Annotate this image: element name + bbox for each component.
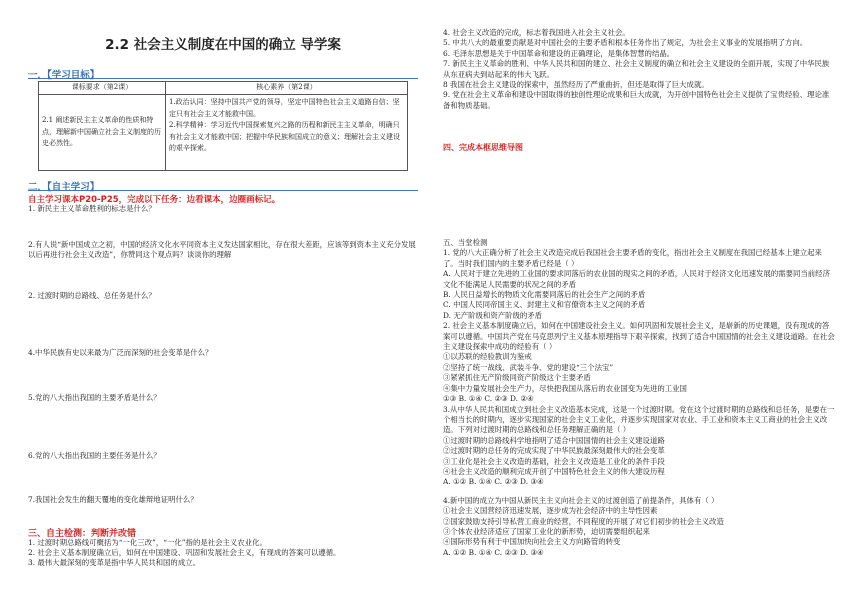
test-q3: 3.从中华人民共和国成立到社会主义改造基本完成，这是一个过渡时期。党在这个过渡时期的总路线和总任务，是要在一个相当长的时期内，逐步实现国家的社会主义工业化，并逐步实现国家对农业、手工业和资本主义工商业的社会主义改造。下列对过渡时期的总路线和总任务理解正确的是（ ） — [443, 404, 835, 435]
judge-item-9: 9. 党在社会主义革命和建设中国取得的独创性理论成果和巨大成就，为开创中国特色社会主义提供了宝贵经验、理论准备和物质基础。 — [443, 90, 830, 110]
test-q3-item-4: ④社会主义改造的顺利完成开创了中国特色社会主义的伟大建设历程 — [443, 466, 665, 476]
test-q1: 1. 党的八大正确分析了社会主义改造完成后我国社会主要矛盾的变化，指出社会主义制度在我国已经基本上建立起来了。当时我们国内的主要矛盾已经是（ ） — [443, 248, 822, 268]
question-2: 2.有人说“新中国成立之初，中国的经济文化水平同资本主义发达国家相比，存在很大差距，应该等到资本主义充分发展以后再进行社会主义改造”，你赞同这个观点吗？谈谈你的理解 — [28, 240, 416, 259]
section-divider — [28, 190, 418, 191]
table-header-competency: 核心素养（第2课） — [166, 82, 408, 95]
test-q3-item-2: ②过渡时期的总任务的完成实现了中华民族最深刻最伟大的社会变革 — [443, 446, 665, 456]
test-q1-option-a: A. 人民对于建立先进的工业国的要求同落后的农业国的现实之间的矛盾，人民对于经济文化迅速发展的需要同当前经济文化不能满足人民需要的状况之间的矛盾 — [443, 269, 830, 289]
test-q4-item-2: ②国家鼓励支持引导私营工商业的经营，不同程度的开展了对它们初步的社会主义改造 — [443, 516, 724, 526]
section-self-study: 二．【自主学习】 — [28, 182, 100, 193]
judge-item-8: 8 我国在社会主义建设的探索中，虽然经历了严重曲折，但还是取得了巨大成就。 — [443, 80, 709, 90]
question-7: 7.我国社会发生的翻天覆地的变化雄辩地证明什么？ — [28, 495, 198, 504]
judge-item-4: 4. 社会主义改造的完成，标志着我国进入社会主义社会。 — [443, 28, 630, 37]
test-q3-item-3: ③工业化是社会主义改造的基础，社会主义改造是工业化的条件手段 — [443, 456, 665, 466]
test-q1-option-d: D. 无产阶级和资产阶级的矛盾 — [443, 310, 543, 320]
question-5: 5.党的八大指出我国的主要矛盾是什么？ — [28, 393, 161, 402]
self-study-task: 自主学习课本P20-P25，完成以下任务：边看课本，边圈画标记。 — [28, 195, 281, 205]
test-q2-options: ①③ B. ①④ C. ②③ D. ②④ — [443, 394, 534, 404]
test-q4-item-1: ①社会主义国营经济迅速发展，逐步成为社会经济中的主导性因素 — [443, 506, 658, 516]
test-heading: 五、当堂检测 — [443, 238, 488, 247]
spacer — [443, 488, 835, 496]
test-q3-item-1: ①过渡时期的总路线科学地指明了适合中国国情的社会主义建设道路 — [443, 435, 665, 445]
section-mind-map: 四、完成本框思维导图 — [443, 143, 523, 152]
test-q2-item-4: ④集中力量发展社会生产力，尽快把我国从落后的农业国变为先进的工业国 — [443, 383, 687, 393]
section-divider — [28, 78, 418, 79]
question-1: 1. 新民主主义革命胜利的标志是什么？ — [28, 204, 156, 213]
test-q4: 4.新中国的成立为中国从新民主主义向社会主义的过渡创造了前提条件，具体有（ ） — [443, 495, 719, 505]
table-cell-competency — [166, 95, 408, 171]
competency-item-2: 2.科学精神：学习近代中国探索复兴之路的历程和新民主主义革命，明确只有社会主义才能救中国；把握中华民族和国成立的意义；理解社会主义建设的艰辛探索。 — [169, 121, 400, 152]
judge-item-3: 3. 最伟大最深刻的变革是指中华人民共和国的成立。 — [28, 558, 200, 567]
table-cell-curriculum: 2.1 阐述新民主主义革命的性质和特点，理解新中国确立社会主义制度的历史必然性。 — [39, 95, 166, 171]
test-q2-item-2: ②坚持了统一战线、武装斗争、党的建设“三个法宝” — [443, 362, 614, 372]
test-q4-item-3: ③个体农业经济适应了国家工业化的新形势，迫切需要组织起来 — [443, 526, 650, 536]
judge-item-7: 7. 新民主主义革命的胜利、中华人民共和国的建立、社会主义制度的确立和社会主义建设的全面开展，实现了中华民族从东亚病夫到站起来的伟大飞跃。 — [443, 59, 830, 79]
judge-item-1: 1. 过渡时期总路线可概括为“一化三改”，“一化”指的是社会主义农业化。 — [28, 538, 267, 547]
test-q4-item-4: ④国际形势有利于中国加快向社会主义方向路管的转变 — [443, 537, 621, 547]
page-title: 2.2 社会主义制度在中国的确立 导学案 — [105, 37, 341, 53]
question-6: 6.党的八大指出我国的主要任务是什么？ — [28, 451, 161, 460]
judge-item-2: 2. 社会主义基本制度确立后，如何在中国建设、巩固和发展社会主义，有现成的答案可以遵循。 — [28, 548, 341, 557]
goals-table — [38, 81, 408, 171]
section-self-check: 三、自主检测：判断并改错 — [28, 529, 137, 539]
judge-item-6: 6. 毛泽东思想是关于中国革命和建设的正确理论，是集体智慧的结晶。 — [443, 48, 675, 58]
test-q2-item-1: ①以苏联的经验教训为鉴戒 — [443, 352, 532, 362]
test-q4-options: A. ①② B. ①④ C. ②③ D. ③④ — [443, 547, 544, 557]
competency-item-1: 1.政治认同：坚持中国共产党的领导，坚定中国特色社会主义道路自信；坚定只有社会主义才能救中国。 — [169, 98, 400, 118]
test-q2: 2. 社会主义基本制度确立后，如何在中国建设社会主义。如何巩固和发展社会主义，是崭新的历史课题，没有现成的答案可以遵循。中国共产党在马克思列宁主义基本原理指导下艰辛探索，找到了适合中国国情的社会主义建设道路。在社会主义建设探索中成功的经验有（ ） — [443, 321, 835, 352]
question-4: 4.中华民族有史以来最为广泛而深刻的社会变革是什么？ — [28, 348, 213, 357]
test-q2-item-3: ③紧紧抓住无产阶级同资产阶级这个主要矛盾 — [443, 373, 591, 383]
section-learning-goals: 一．【学习目标】 — [28, 70, 100, 81]
table-header-curriculum: 课标要求（第2课） — [39, 82, 166, 95]
question-3: 2. 过渡时期的总路线、总任务是什么？ — [28, 291, 156, 300]
test-q1-option-c: C. 中国人民同帝国主义、封建主义和官僚资本主义之间的矛盾 — [443, 300, 646, 310]
section-in-class-test — [443, 238, 835, 558]
judge-item-5: 5. 中共八大的最重要贡献是对中国社会的主要矛盾和根本任务作出了规定，为社会主义事业的发展指明了方向。 — [443, 38, 808, 48]
test-q3-options: A. ①② B. ①④ C. ②③ D. ③④ — [443, 477, 544, 487]
judge-continued — [443, 28, 835, 111]
test-q1-option-b: B. 人民日益增长的物质文化需要同落后的社会生产之间的矛盾 — [443, 290, 646, 300]
